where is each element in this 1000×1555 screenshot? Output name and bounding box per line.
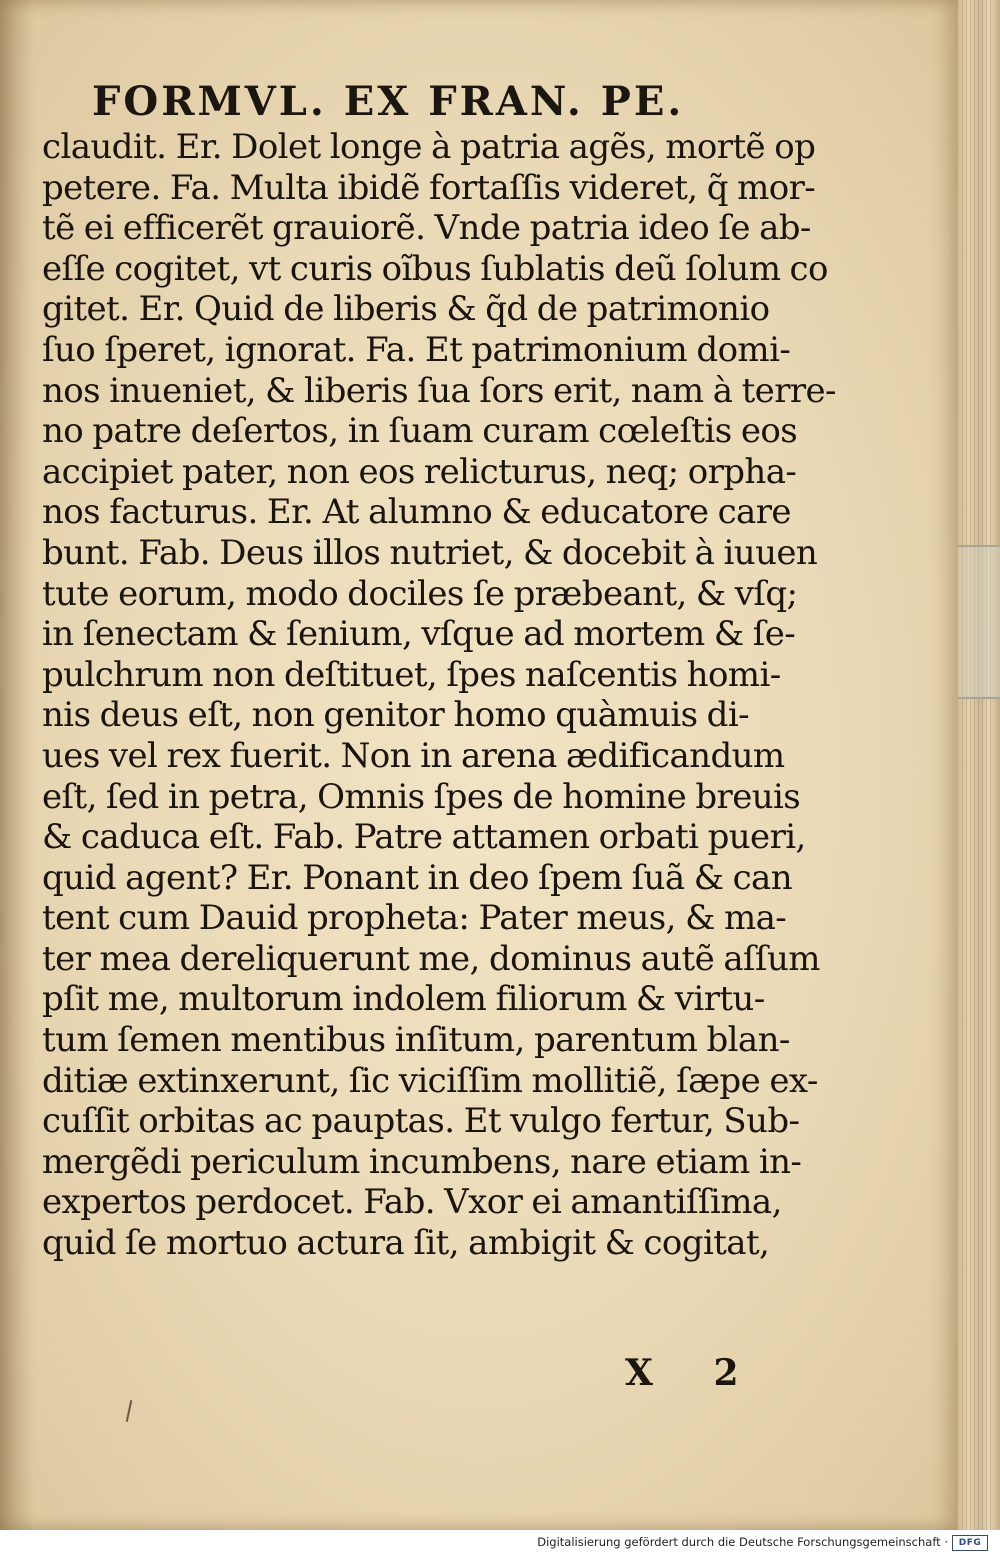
text-line: quid agent? Er. Ponant in deo ſpem ſuã & can (42, 857, 793, 898)
text-line: pulchrum non deſtituet, ſpes naſcentis homi- (42, 654, 781, 695)
text-line: eſſe cogitet, vt curis oĩbus ſublatis deũ ſolum co (42, 248, 828, 289)
text-line: nis deus eſt, non genitor homo quàmuis di- (42, 695, 749, 736)
text-line: cuſſit orbitas ac pauptas. Et vulgo fertur, Sub- (42, 1101, 800, 1142)
text-line: nos facturus. Er. At alumno & educatore care (42, 492, 791, 533)
text-line: nos inueniet, & liberis ſua ſors erit, nam à terre- (42, 370, 836, 411)
footer-credit: Digitalisierung gefördert durch die Deutsche Forschungsgemeinschaft · (537, 1535, 948, 1549)
text-line: claudit. Er. Dolet longe à patria agẽs, mortẽ op (42, 127, 816, 167)
stray-ink-mark (126, 1400, 133, 1422)
text-line: mergẽdi periculum incumbens, nare etiam in- (42, 1141, 802, 1182)
text-line: tute eorum, modo dociles ſe præbeant, & vſq; (42, 573, 798, 614)
text-line: & caduca eſt. Fab. Patre attamen orbati pueri, (42, 817, 806, 858)
text-line: no patre deſertos, in ſuam curam cœleſtis eos (42, 411, 798, 452)
text-line: bunt. Fab. Deus illos nutriet, & docebit à iuuen (42, 532, 818, 573)
text-line: tum ſemen mentibus inſitum, parentum blan- (42, 1020, 790, 1061)
page-edge-lines (962, 0, 992, 1530)
text-line: accipiet pater, non eos relicturus, neq; orpha- (42, 451, 797, 492)
dfg-logo: DFG (952, 1535, 988, 1551)
text-line: expertos perdocet. Fab. Vxor ei amantiſſima, (42, 1182, 782, 1223)
signature-mark: X 2 (625, 1352, 763, 1394)
text-line: petere. Fa. Multa ibidẽ fortaſſis videret, q̃ mor- (42, 167, 816, 208)
text-line: ter mea dereliquerunt me, dominus autẽ aſſum (42, 938, 820, 979)
text-line: quid ſe mortuo actura ſit, ambigit & cogitat, (42, 1223, 770, 1264)
text-line: in ſenectam & ſenium, vſque ad mortem & ſe- (42, 614, 796, 655)
text-line: eſt, ſed in petra, Omnis ſpes de homine breuis (42, 776, 801, 817)
text-line: ſuo ſperet, ignorat. Fa. Et patrimonium domi- (42, 329, 791, 370)
gutter-shadow (0, 0, 35, 1530)
text-line: gitet. Er. Quid de liberis & q̃d de patrimonio (42, 289, 770, 330)
text-block (42, 127, 852, 1264)
text-line: tẽ ei efficerẽt grauiorẽ. Vnde patria ideo ſe ab- (42, 208, 811, 249)
text-line: pſit me, multorum indolem filiorum & virtu- (42, 979, 765, 1020)
text-line: ues vel rex fuerit. Non in arena ædificandum (42, 735, 785, 776)
text-line: ditiæ extinxerunt, ſic viciſſim mollitiẽ, ſæpe ex- (42, 1060, 818, 1101)
text-line: tent cum Dauid propheta: Pater meus, & ma- (42, 898, 787, 939)
running-head: FORMVL. EX FRAN. PE. (92, 78, 685, 125)
